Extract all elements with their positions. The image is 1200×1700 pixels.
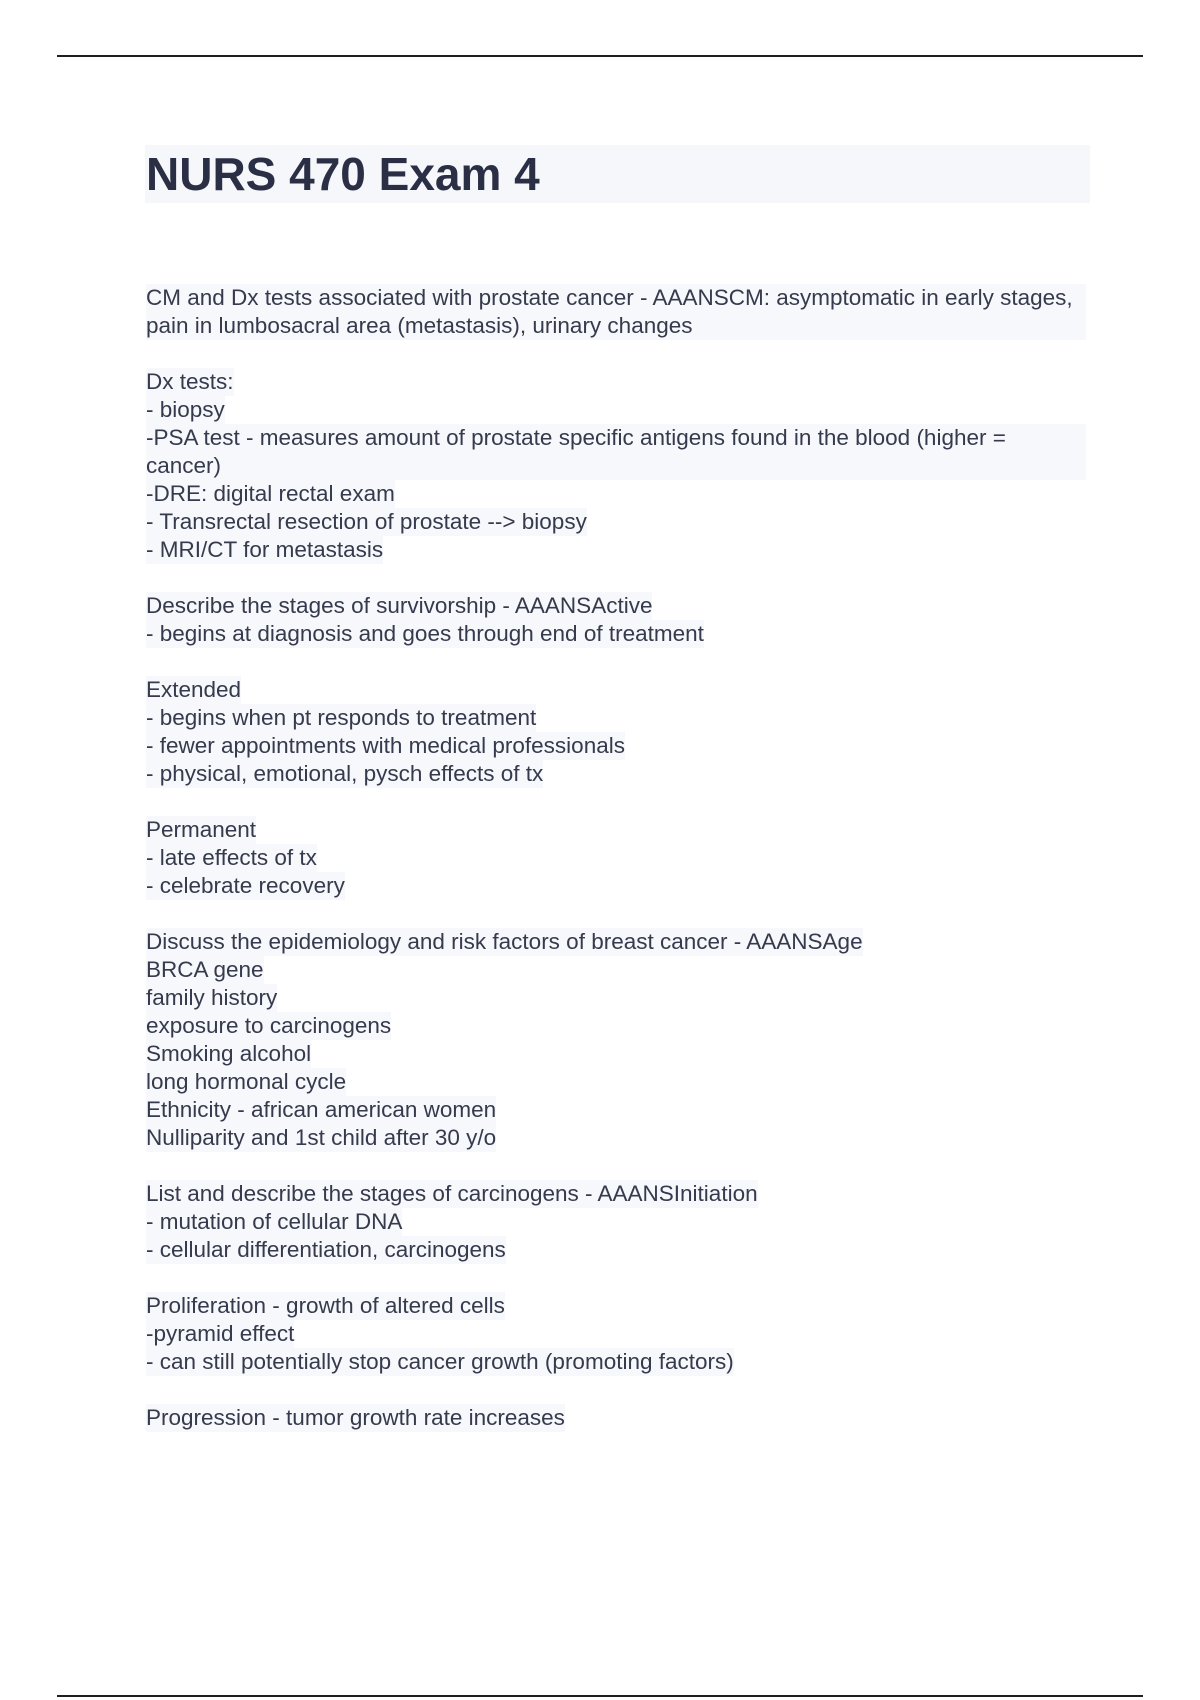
text-line: - cellular differentiation, carcinogens — [146, 1237, 506, 1262]
text-line: - fewer appointments with medical professionals — [146, 733, 625, 758]
text-line: - Transrectal resection of prostate --> biopsy — [146, 509, 587, 534]
text-line: List and describe the stages of carcinogens - AAANSInitiation — [146, 1181, 758, 1206]
text-line: - physical, emotional, pysch effects of tx — [146, 761, 544, 786]
text-line: - MRI/CT for metastasis — [146, 537, 384, 562]
text-line: long hormonal cycle — [146, 1069, 347, 1094]
page-title: NURS 470 Exam 4 — [146, 148, 540, 200]
text-line: Discuss the epidemiology and risk factors of breast cancer - AAANSAge — [146, 929, 863, 954]
text-line: - celebrate recovery — [146, 873, 345, 898]
text-line: - begins at diagnosis and goes through end of treatment — [146, 621, 704, 646]
text-line: exposure to carcinogens — [146, 1013, 392, 1038]
text-line: Nulliparity and 1st child after 30 y/o — [146, 1125, 497, 1150]
text-line: Proliferation - growth of altered cells — [146, 1293, 505, 1318]
text-line: Permanent — [146, 817, 257, 842]
text-line: family history — [146, 985, 278, 1010]
top-rule — [57, 55, 1143, 57]
text-line: -PSA test - measures amount of prostate specific antigens found in the blood (higher = cancer) — [146, 424, 1086, 480]
text-line: Smoking alcohol — [146, 1041, 312, 1066]
text-block — [146, 1404, 1086, 1432]
text-line: - late effects of tx — [146, 845, 317, 870]
text-line: - biopsy — [146, 397, 225, 422]
text-line: BRCA gene — [146, 957, 264, 982]
text-block — [146, 592, 1086, 648]
text-block — [146, 928, 1086, 1152]
text-block — [146, 1180, 1086, 1264]
text-line: - can still potentially stop cancer growth (promoting factors) — [146, 1349, 734, 1374]
text-line: Progression - tumor growth rate increases — [146, 1405, 565, 1430]
text-line: CM and Dx tests associated with prostate cancer - AAANSCM: asymptomatic in early stages, pain in lumbosacral area (metastasis), urinary changes — [146, 284, 1086, 340]
text-block — [146, 1292, 1086, 1376]
text-block — [146, 284, 1086, 340]
text-line: -DRE: digital rectal exam — [146, 481, 395, 506]
document-body — [146, 284, 1086, 1460]
text-line: -pyramid effect — [146, 1321, 295, 1346]
text-block — [146, 368, 1086, 564]
text-line: Describe the stages of survivorship - AAANSActive — [146, 593, 653, 618]
text-line: - mutation of cellular DNA — [146, 1209, 403, 1234]
text-block — [146, 816, 1086, 900]
bottom-rule — [57, 1695, 1143, 1697]
text-block — [146, 676, 1086, 788]
text-line: Extended — [146, 677, 242, 702]
text-line: Ethnicity - african american women — [146, 1097, 497, 1122]
text-line: - begins when pt responds to treatment — [146, 705, 537, 730]
text-line: Dx tests: — [146, 369, 234, 394]
